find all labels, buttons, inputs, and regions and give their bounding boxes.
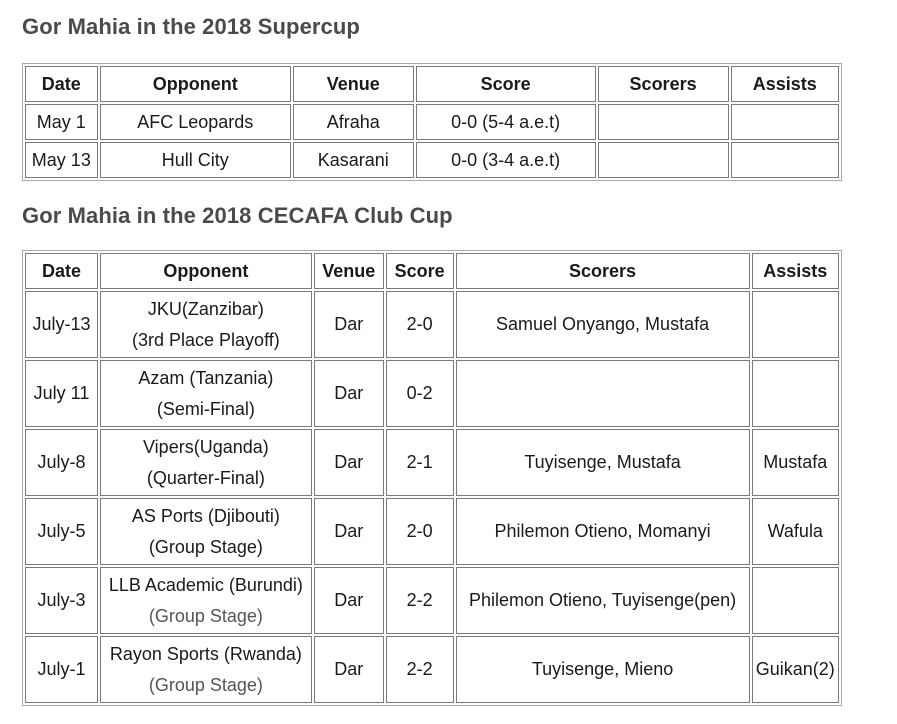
table-row xyxy=(25,104,839,140)
cell-venue: Dar xyxy=(314,360,384,427)
cell-venue: Dar xyxy=(314,429,384,496)
cell-opponent xyxy=(100,360,312,427)
cell-date: May 1 xyxy=(25,104,98,140)
cell-assists xyxy=(731,142,839,178)
header-scorers: Scorers xyxy=(456,253,750,289)
opponent-stage: (Group Stage) xyxy=(148,605,263,626)
cell-date: July-5 xyxy=(25,498,98,565)
opponent-name: Azam (Tanzania) xyxy=(138,367,274,388)
header-score: Score xyxy=(386,253,454,289)
cell-date: May 13 xyxy=(25,142,98,178)
supercup-title: Gor Mahia in the 2018 Supercup xyxy=(22,14,360,39)
opponent-name: LLB Academic (Burundi) xyxy=(108,574,303,595)
cell-opponent: Hull City xyxy=(100,142,291,178)
cell-venue: Kasarani xyxy=(293,142,414,178)
cell-venue: Dar xyxy=(314,636,384,703)
opponent-name: Vipers(Uganda) xyxy=(143,436,269,457)
cell-opponent xyxy=(100,429,312,496)
cell-scorers: Tuyisenge, Mustafa xyxy=(456,429,750,496)
table-row xyxy=(25,567,839,634)
cell-venue: Dar xyxy=(314,291,384,358)
opponent-name: JKU(Zanzibar) xyxy=(147,298,264,319)
cell-scorers: Tuyisenge, Mieno xyxy=(456,636,750,703)
cell-opponent xyxy=(100,567,312,634)
opponent-name: AS Ports (Djibouti) xyxy=(131,505,280,526)
cell-score: 0-2 xyxy=(386,360,454,427)
table-header-row xyxy=(25,253,839,289)
cecafa-table xyxy=(22,250,842,706)
cell-scorers xyxy=(598,104,729,140)
table-row xyxy=(25,142,839,178)
cell-venue: Dar xyxy=(314,567,384,634)
cell-score: 0-0 (3-4 a.e.t) xyxy=(416,142,596,178)
header-opponent: Opponent xyxy=(100,66,291,102)
table-row xyxy=(25,291,839,358)
cell-scorers xyxy=(598,142,729,178)
cell-scorers: Philemon Otieno, Momanyi xyxy=(456,498,750,565)
cell-date: July-8 xyxy=(25,429,98,496)
cell-assists xyxy=(752,360,839,427)
opponent-name: Rayon Sports (Rwanda) xyxy=(109,643,302,664)
cell-opponent xyxy=(100,498,312,565)
cell-score: 2-0 xyxy=(386,498,454,565)
header-assists: Assists xyxy=(731,66,839,102)
cell-score: 2-2 xyxy=(386,636,454,703)
opponent-stage: (Group Stage) xyxy=(148,536,263,557)
header-venue: Venue xyxy=(293,66,414,102)
table-row xyxy=(25,429,839,496)
header-assists: Assists xyxy=(752,253,839,289)
cell-date: July 11 xyxy=(25,360,98,427)
header-scorers: Scorers xyxy=(598,66,729,102)
header-venue: Venue xyxy=(314,253,384,289)
cell-scorers: Samuel Onyango, Mustafa xyxy=(456,291,750,358)
cell-score: 2-0 xyxy=(386,291,454,358)
cell-assists xyxy=(752,291,839,358)
cell-score: 2-2 xyxy=(386,567,454,634)
cell-assists xyxy=(731,104,839,140)
cell-opponent: AFC Leopards xyxy=(100,104,291,140)
table-row xyxy=(25,498,839,565)
header-date: Date xyxy=(25,66,98,102)
opponent-stage: (Semi-Final) xyxy=(156,398,255,419)
cell-date: July-3 xyxy=(25,567,98,634)
cell-scorers: Philemon Otieno, Tuyisenge(pen) xyxy=(456,567,750,634)
header-date: Date xyxy=(25,253,98,289)
table-row xyxy=(25,360,839,427)
cell-assists: Wafula xyxy=(752,498,839,565)
cell-venue: Afraha xyxy=(293,104,414,140)
table-header-row xyxy=(25,66,839,102)
opponent-stage: (Quarter-Final) xyxy=(146,467,265,488)
cell-opponent xyxy=(100,636,312,703)
cell-score: 2-1 xyxy=(386,429,454,496)
cell-date: July-13 xyxy=(25,291,98,358)
cecafa-title: Gor Mahia in the 2018 CECAFA Club Cup xyxy=(22,203,453,228)
cell-assists xyxy=(752,567,839,634)
header-score: Score xyxy=(416,66,596,102)
cell-scorers xyxy=(456,360,750,427)
opponent-stage: (3rd Place Playoff) xyxy=(132,329,280,350)
cell-venue: Dar xyxy=(314,498,384,565)
cell-score: 0-0 (5-4 a.e.t) xyxy=(416,104,596,140)
cell-assists: Guikan(2) xyxy=(752,636,839,703)
cell-opponent xyxy=(100,291,312,358)
cell-date: July-1 xyxy=(25,636,98,703)
opponent-stage: (Group Stage) xyxy=(148,674,263,695)
cell-assists: Mustafa xyxy=(752,429,839,496)
table-row xyxy=(25,636,839,703)
header-opponent: Opponent xyxy=(100,253,312,289)
supercup-table xyxy=(22,63,842,181)
